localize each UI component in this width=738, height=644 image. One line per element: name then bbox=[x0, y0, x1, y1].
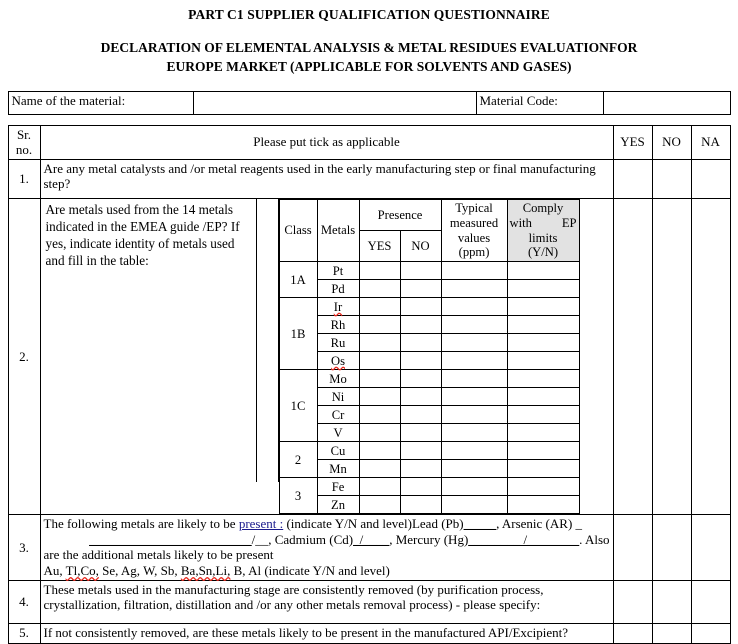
page-subtitle-line1: DECLARATION OF ELEMENTAL ANALYSIS & METAL RESIDUES EVALUATIONFOR bbox=[100, 39, 638, 55]
typical-value-Ru[interactable] bbox=[441, 334, 507, 352]
typical-line4: (ppm) bbox=[458, 245, 490, 260]
presence-no-Rh[interactable] bbox=[400, 316, 441, 334]
material-code-label: Material Code: bbox=[476, 91, 603, 114]
metals-col-header-presence-no: NO bbox=[400, 231, 441, 262]
answer-na-5[interactable] bbox=[691, 623, 730, 643]
question-text-2: Are metals used from the 14 metals indicated in the EMEA guide /EP? If yes, indicate identity of metals used and fill in the table: bbox=[41, 199, 257, 482]
question-2-layout bbox=[41, 199, 613, 514]
metal-symbol-Mo: Mo bbox=[317, 370, 359, 388]
question-text-5: If not consistently removed, are these metals likely to be present in the manufactured API/Excipient? bbox=[40, 623, 613, 643]
comply-value-Zn[interactable] bbox=[507, 496, 579, 514]
row3-line2-a: /__, Cadmium (Cd) bbox=[251, 531, 354, 547]
typical-value-Rh[interactable] bbox=[441, 316, 507, 334]
row3-line4-prefix: Au, bbox=[43, 563, 66, 579]
metals-row bbox=[279, 352, 579, 370]
question-text-3 bbox=[40, 515, 613, 580]
table-row bbox=[8, 159, 730, 198]
answer-na-3[interactable] bbox=[691, 515, 730, 580]
row3-line2-b: , Mercury (Hg) bbox=[389, 531, 469, 547]
typical-value-Cu[interactable] bbox=[441, 442, 507, 460]
typical-value-Cr[interactable] bbox=[441, 406, 507, 424]
answer-na-2[interactable] bbox=[691, 198, 730, 514]
comply-value-Ni[interactable] bbox=[507, 388, 579, 406]
table-row bbox=[8, 623, 730, 643]
metal-symbol-Cr: Cr bbox=[317, 406, 359, 424]
metal-symbol-Ni: Ni bbox=[317, 388, 359, 406]
presence-yes-Ru[interactable] bbox=[359, 334, 400, 352]
metals-col-header-presence: Presence bbox=[359, 199, 441, 230]
material-name-label: Name of the material: bbox=[8, 91, 193, 114]
metal-symbol-Ru: Ru bbox=[317, 334, 359, 352]
question-cell-2 bbox=[40, 198, 613, 514]
metals-row bbox=[279, 406, 579, 424]
metals-class-2: 2 bbox=[279, 442, 317, 478]
comply-value-Cr[interactable] bbox=[507, 406, 579, 424]
metal-symbol-Ir bbox=[317, 298, 359, 316]
table-row bbox=[8, 91, 730, 114]
row3-seg-b: (indicate Y/N and level)Lead (Pb) bbox=[283, 516, 464, 532]
row3-blank-cadmium[interactable]: _/____ bbox=[353, 531, 390, 547]
comply-line2-ep: EP bbox=[561, 215, 577, 230]
comply-value-Pt[interactable] bbox=[507, 262, 579, 280]
page-title: PART C1 SUPPLIER QUALIFICATION QUESTIONNAIRE bbox=[188, 7, 550, 22]
material-name-input[interactable] bbox=[193, 91, 476, 114]
row3-line4-spell2: Ba,Sn,Li, bbox=[180, 563, 231, 579]
comply-value-Mo[interactable] bbox=[507, 370, 579, 388]
presence-no-Ru[interactable] bbox=[400, 334, 441, 352]
metals-row bbox=[279, 388, 579, 406]
metal-symbol-Fe: Fe bbox=[317, 478, 359, 496]
presence-yes-Ir[interactable] bbox=[359, 298, 400, 316]
presence-yes-Cu[interactable] bbox=[359, 442, 400, 460]
answer-no-5[interactable] bbox=[652, 623, 691, 643]
comply-value-Pd[interactable] bbox=[507, 280, 579, 298]
presence-yes-Mo[interactable] bbox=[359, 370, 400, 388]
page-subtitle-line2: EUROPE MARKET (APPLICABLE FOR SOLVENTS AND GASES) bbox=[166, 59, 572, 75]
comply-value-Ir[interactable] bbox=[507, 298, 579, 316]
typical-value-Mo[interactable] bbox=[441, 370, 507, 388]
answer-no-2[interactable] bbox=[652, 198, 691, 514]
answer-no-1[interactable] bbox=[652, 159, 691, 198]
row3-blank-arsenic[interactable]: _________________________ bbox=[89, 531, 252, 547]
metals-row bbox=[279, 262, 579, 280]
metal-symbol-Mn: Mn bbox=[317, 460, 359, 478]
metal-symbol-Os bbox=[317, 352, 359, 370]
column-header-yes: YES bbox=[613, 125, 652, 159]
metals-row bbox=[279, 424, 579, 442]
row-number-5: 5. bbox=[8, 623, 40, 643]
answer-yes-2[interactable] bbox=[613, 198, 652, 514]
row3-seg-a: The following metals are likely to be bbox=[43, 516, 239, 532]
comply-line2-with: with bbox=[509, 215, 532, 230]
answer-yes-3[interactable] bbox=[613, 515, 652, 580]
answer-no-3[interactable] bbox=[652, 515, 691, 580]
metal-symbol-Pd: Pd bbox=[317, 280, 359, 298]
typical-line3: values bbox=[457, 230, 491, 245]
metal-symbol-V: V bbox=[317, 424, 359, 442]
answer-yes-1[interactable] bbox=[613, 159, 652, 198]
page-subtitle bbox=[0, 38, 738, 77]
presence-yes-V[interactable] bbox=[359, 424, 400, 442]
row3-seg-c: , Arsenic (AR) _ bbox=[496, 516, 583, 532]
presence-no-Mo[interactable] bbox=[400, 370, 441, 388]
metals-row bbox=[279, 460, 579, 478]
presence-no-Cr[interactable] bbox=[400, 406, 441, 424]
presence-yes-Mn[interactable] bbox=[359, 460, 400, 478]
answer-yes-5[interactable] bbox=[613, 623, 652, 643]
presence-yes-Pd[interactable] bbox=[359, 280, 400, 298]
table-row bbox=[8, 198, 730, 514]
metal-symbol-Cu: Cu bbox=[317, 442, 359, 460]
metals-row bbox=[279, 370, 579, 388]
column-header-srno bbox=[8, 125, 40, 159]
presence-no-Mn[interactable] bbox=[400, 460, 441, 478]
comply-line3: limits bbox=[528, 230, 558, 245]
table-row bbox=[8, 515, 730, 580]
comply-value-Os[interactable] bbox=[507, 352, 579, 370]
comply-value-Rh[interactable] bbox=[507, 316, 579, 334]
column-header-question: Please put tick as applicable bbox=[40, 125, 613, 159]
metals-class-3: 3 bbox=[279, 478, 317, 514]
question-text-4: These metals used in the manufacturing stage are consistently removed (by purification process, crystallization, filtration, distillation and /or any other metals removal process) - please specify: bbox=[40, 580, 613, 623]
column-header-srno-line2: no. bbox=[15, 142, 33, 158]
presence-yes-Pt[interactable] bbox=[359, 262, 400, 280]
row3-line4-mid: Se, Ag, W, Sb, bbox=[98, 563, 181, 579]
metals-row bbox=[279, 334, 579, 352]
metal-symbol-Zn: Zn bbox=[317, 496, 359, 514]
presence-no-Zn[interactable] bbox=[400, 496, 441, 514]
column-header-na: NA bbox=[691, 125, 730, 159]
presence-yes-Fe[interactable] bbox=[359, 478, 400, 496]
material-code-input[interactable] bbox=[603, 91, 730, 114]
presence-yes-Ni[interactable] bbox=[359, 388, 400, 406]
comply-value-V[interactable] bbox=[507, 424, 579, 442]
row3-blank-mercury[interactable]: ________ /________ bbox=[468, 531, 580, 547]
metals-table-container bbox=[279, 199, 613, 514]
typical-value-Os[interactable] bbox=[441, 352, 507, 370]
metals-row bbox=[279, 280, 579, 298]
row3-line4 bbox=[44, 563, 610, 579]
questionnaire-table bbox=[8, 125, 731, 644]
metals-col-header-metals: Metals bbox=[317, 199, 359, 261]
answer-na-4[interactable] bbox=[691, 580, 730, 623]
row3-line2 bbox=[44, 532, 610, 548]
typical-value-Zn[interactable] bbox=[441, 496, 507, 514]
spellcheck-underline: Ir bbox=[333, 299, 343, 314]
row-number-2: 2. bbox=[8, 198, 40, 514]
typical-value-Fe[interactable] bbox=[441, 478, 507, 496]
metals-class-1B: 1B bbox=[279, 298, 317, 370]
presence-yes-Os[interactable] bbox=[359, 352, 400, 370]
typical-value-Mn[interactable] bbox=[441, 460, 507, 478]
row3-blank-lead[interactable]: _____ bbox=[463, 516, 497, 532]
metals-col-header-class: Class bbox=[279, 199, 317, 261]
column-header-no: NO bbox=[652, 125, 691, 159]
row3-line4-spell1: Tl,Co, bbox=[65, 563, 99, 579]
metal-symbol-Rh: Rh bbox=[317, 316, 359, 334]
row3-line3: are the additional metals likely to be present bbox=[43, 547, 274, 563]
metals-row bbox=[279, 316, 579, 334]
row3-line4-suffix: B, Al (indicate Y/N and level) bbox=[230, 563, 390, 579]
presence-no-Fe[interactable] bbox=[400, 478, 441, 496]
questionnaire-header-row bbox=[8, 125, 730, 159]
answer-yes-4[interactable] bbox=[613, 580, 652, 623]
typical-value-Pt[interactable] bbox=[441, 262, 507, 280]
presence-yes-Zn[interactable] bbox=[359, 496, 400, 514]
row-number-4: 4. bbox=[8, 580, 40, 623]
typical-line1: Typical bbox=[455, 200, 493, 215]
metals-row bbox=[279, 298, 579, 316]
metals-row bbox=[279, 496, 579, 514]
typical-value-Pd[interactable] bbox=[441, 280, 507, 298]
typical-value-Ni[interactable] bbox=[441, 388, 507, 406]
typical-line2: measured bbox=[449, 215, 499, 230]
presence-yes-Rh[interactable] bbox=[359, 316, 400, 334]
metals-col-header-typical bbox=[441, 199, 507, 261]
presence-no-Os[interactable] bbox=[400, 352, 441, 370]
typical-value-Ir[interactable] bbox=[441, 298, 507, 316]
presence-no-Ni[interactable] bbox=[400, 388, 441, 406]
row-number-3: 3. bbox=[8, 515, 40, 580]
presence-no-Ir[interactable] bbox=[400, 298, 441, 316]
comply-line4: (Y/N) bbox=[527, 245, 559, 260]
question-2-spacer-column bbox=[257, 199, 279, 482]
spellcheck-underline: Os bbox=[331, 353, 345, 368]
metals-table bbox=[279, 199, 580, 514]
comply-value-Fe[interactable] bbox=[507, 478, 579, 496]
presence-no-Pd[interactable] bbox=[400, 280, 441, 298]
comply-value-Ru[interactable] bbox=[507, 334, 579, 352]
presence-no-Pt[interactable] bbox=[400, 262, 441, 280]
answer-na-1[interactable] bbox=[691, 159, 730, 198]
metals-table-body bbox=[279, 262, 579, 514]
presence-no-V[interactable] bbox=[400, 424, 441, 442]
column-header-srno-line1: Sr. bbox=[16, 126, 32, 142]
metals-class-1C: 1C bbox=[279, 370, 317, 442]
metals-row bbox=[279, 478, 579, 496]
row3-line2-c: . Also bbox=[579, 531, 610, 547]
comply-value-Mn[interactable] bbox=[507, 460, 579, 478]
metals-header-row-1 bbox=[279, 199, 579, 230]
metal-symbol-Pt: Pt bbox=[317, 262, 359, 280]
metals-col-header-comply bbox=[507, 199, 579, 261]
metals-row bbox=[279, 442, 579, 460]
metals-col-header-presence-yes: YES bbox=[359, 231, 400, 262]
metals-class-1A: 1A bbox=[279, 262, 317, 298]
answer-no-4[interactable] bbox=[652, 580, 691, 623]
row3-present-link[interactable]: present : bbox=[238, 516, 284, 532]
presence-yes-Cr[interactable] bbox=[359, 406, 400, 424]
row-number-1: 1. bbox=[8, 159, 40, 198]
question-text-1: Are any metal catalysts and /or metal reagents used in the early manufacturing step or final manufacturing step? bbox=[40, 159, 613, 198]
document-titles bbox=[0, 0, 738, 77]
comply-line2 bbox=[510, 216, 577, 231]
typical-value-V[interactable] bbox=[441, 424, 507, 442]
comply-line1: Comply bbox=[522, 200, 564, 215]
comply-value-Cu[interactable] bbox=[507, 442, 579, 460]
presence-no-Cu[interactable] bbox=[400, 442, 441, 460]
table-row bbox=[8, 580, 730, 623]
material-identification-table bbox=[8, 91, 731, 115]
